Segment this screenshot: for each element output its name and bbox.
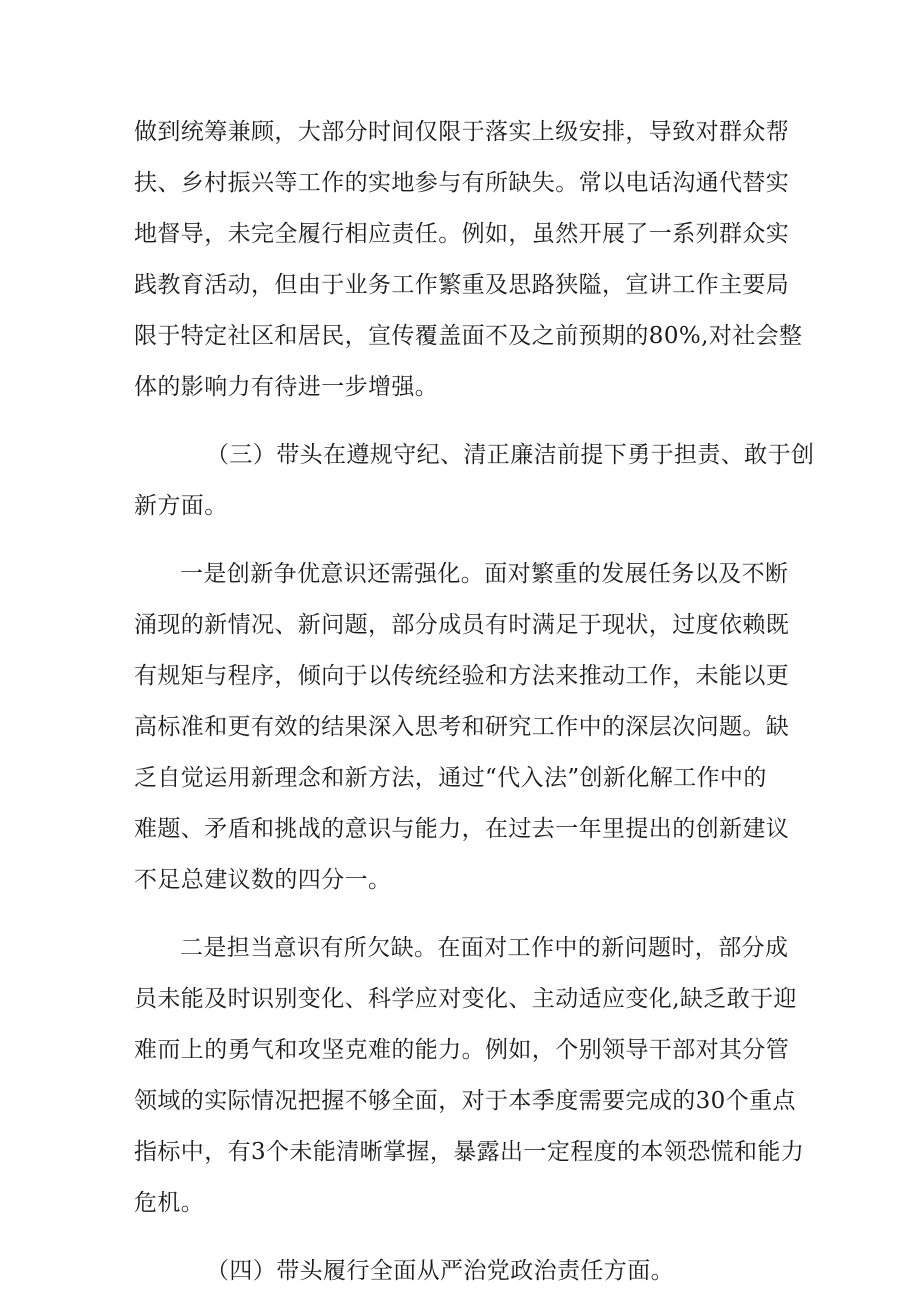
paragraph-responsibility: [134, 923, 805, 1229]
text-line: 难题、矛盾和挑战的意识与能力，在过去一年里提出的创新建议: [134, 816, 790, 842]
text-line: 新方面。: [134, 493, 228, 519]
text-line: 有规矩与程序，倾向于以传统经验和方法来推动工作，未能以更: [134, 663, 790, 689]
text-line: 限于特定社区和居民，宣传覆盖面不及之前预期的80%,对社会整: [134, 323, 803, 349]
text-line: 地督导，未完全履行相应责任。例如，虽然开展了一系列群众实: [134, 221, 790, 247]
section-heading-four: [134, 1246, 794, 1297]
text-line: 一是创新争优意识还需强化。面对繁重的发展任务以及不断: [180, 561, 789, 587]
text-line: 二是担当意识有所欠缺。在面对工作中的新问题时，部分成: [180, 935, 789, 961]
text-line: 涌现的新情况、新问题，部分成员有时满足于现状，过度依赖既: [134, 612, 790, 638]
text-line: 高标准和更有效的结果深入思考和研究工作中的深层次问题。缺: [134, 714, 790, 740]
text-line: 做到统筹兼顾，大部分时间仅限于落实上级安排，导致对群众帮: [134, 119, 790, 145]
paragraph-innovation: [134, 549, 794, 906]
text-line: 领域的实际情况把握不够全面，对于本季度需要完成的30个重点: [134, 1088, 796, 1114]
text-line: 员未能及时识别变化、科学应对变化、主动适应变化,缺乏敢于迎: [134, 986, 797, 1012]
text-line: 难而上的勇气和攻坚克难的能力。例如，个别领导干部对其分管: [134, 1037, 790, 1063]
text-line: （三）带头在遵规守纪、清正廉洁前提下勇于担责、敢于创: [206, 442, 815, 468]
text-line: 践教育活动，但由于业务工作繁重及思路狭隘，宣讲工作主要局: [134, 272, 790, 298]
text-line: 扶、乡村振兴等工作的实地参与有所缺失。常以电话沟通代替实: [134, 170, 790, 196]
text-line: 乏自觉运用新理念和新方法，通过“代入法”创新化解工作中的: [134, 765, 767, 791]
text-line: 指标中，有3个未能清晰掌握，暴露出一定程度的本领恐慌和能力: [134, 1139, 805, 1165]
text-line: 不足总建议数的四分一。: [134, 867, 392, 893]
text-line: （四）带头履行全面从严治党政治责任方面。: [206, 1258, 674, 1284]
text-line: 危机。: [134, 1190, 205, 1216]
paragraph-continuation: [134, 107, 803, 413]
section-heading-three: [134, 430, 815, 532]
document-body: [134, 107, 815, 1314]
text-line: 体的影响力有待进一步增强。: [134, 374, 439, 400]
